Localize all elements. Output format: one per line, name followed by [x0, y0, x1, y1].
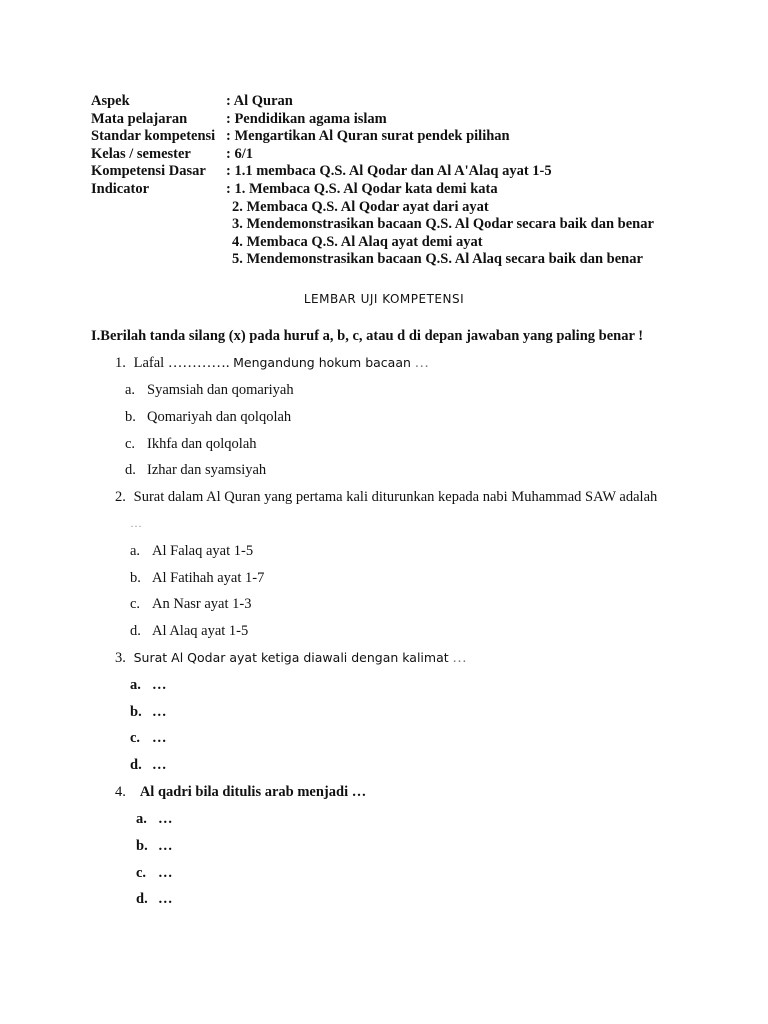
option-letter: b. [130, 570, 141, 586]
option-letter: b. [136, 838, 148, 854]
option-letter: c. [136, 865, 147, 881]
option-b[interactable] [136, 838, 173, 855]
option-c[interactable] [125, 436, 257, 453]
option-letter: c. [125, 436, 136, 452]
header-label: Kompetensi Dasar [91, 163, 206, 180]
page-title: LEMBAR UJI KOMPETENSI [303, 292, 465, 306]
indicator-text: 4. Membaca Q.S. Al Alaq ayat demi ayat [232, 233, 483, 250]
option-text: … [152, 730, 167, 746]
question-number: 3. [115, 650, 126, 666]
header-value: : Al Quran [226, 93, 293, 109]
option-letter: b. [125, 409, 136, 425]
header-label: Aspek [91, 93, 130, 109]
option-text: Izhar dan syamsiyah [147, 462, 267, 478]
question-2 [115, 489, 657, 506]
option-letter: a. [130, 677, 141, 693]
header-row-kelas-semester [91, 146, 654, 164]
option-text: Ikhfa dan qolqolah [147, 436, 257, 452]
question-text: Lafal …………. [133, 355, 230, 371]
header-value: : 1.1 membaca Q.S. Al Qodar dan Al A'Alaq ayat 1-5 [226, 163, 552, 180]
option-d[interactable] [130, 623, 248, 640]
option-a[interactable] [130, 543, 253, 560]
option-a[interactable] [125, 382, 294, 399]
question-text: Mengandung hokum bacaan [233, 355, 411, 370]
option-text: … [158, 891, 173, 907]
question-1 [115, 355, 429, 372]
option-text: … [152, 757, 167, 773]
header-row-aspek [91, 93, 654, 111]
header-row-indicator [91, 181, 654, 199]
option-letter: b. [130, 704, 142, 720]
question-number: 4. [115, 784, 126, 800]
question-3 [115, 650, 467, 667]
question-text: Surat dalam Al Quran yang pertama kali diturunkan kepada nabi Muhammad SAW adalah [133, 489, 658, 505]
question-number: 2. [115, 489, 126, 505]
option-c[interactable] [130, 730, 167, 747]
option-b[interactable] [125, 409, 291, 426]
option-letter: d. [130, 623, 141, 639]
option-letter: a. [136, 811, 147, 827]
indicator-text: 3. Mendemonstrasikan bacaan Q.S. Al Qodar secara baik dan benar [232, 216, 654, 233]
indicator-text: 2. Membaca Q.S. Al Qodar ayat dari ayat [232, 198, 489, 215]
option-a[interactable] [130, 677, 167, 694]
header-label: Standar kompetensi [91, 128, 216, 145]
option-d[interactable] [136, 891, 173, 908]
option-letter: d. [130, 757, 142, 773]
indicator-item [91, 216, 654, 234]
question-ellipsis: … [452, 650, 467, 666]
header-value: : 6/1 [226, 145, 253, 162]
question-text: Surat Al Qodar ayat ketiga diawali dengan kalimat [133, 650, 449, 665]
option-letter: a. [130, 543, 141, 559]
option-text: Al Falaq ayat 1-5 [152, 543, 254, 559]
option-text: … [152, 677, 167, 693]
indicator-item [91, 234, 654, 252]
option-letter: c. [130, 730, 141, 746]
question-4 [115, 784, 366, 801]
question-number: 1. [115, 355, 126, 371]
option-text: … [158, 865, 173, 881]
option-c[interactable] [130, 596, 251, 613]
header-row-kompetensi-dasar [91, 163, 654, 181]
instruction: I.Berilah tanda silang (x) pada huruf a, b, c, atau d di depan jawaban yang paling benar ! [91, 328, 644, 344]
header-block [91, 93, 654, 269]
question-ellipsis: … [414, 355, 430, 371]
header-label: Indicator [91, 180, 149, 197]
option-text: Syamsiah dan qomariyah [147, 382, 294, 398]
header-row-mata-pelajaran [91, 111, 654, 129]
indicator-text: 5. Mendemonstrasikan bacaan Q.S. Al Alaq secara baik dan benar [232, 251, 643, 268]
question-text: Al qadri bila ditulis arab menjadi … [139, 784, 367, 800]
option-d[interactable] [130, 757, 167, 774]
option-a[interactable] [136, 811, 173, 828]
header-value: : Mengartikan Al Quran surat pendek pilihan [226, 128, 510, 145]
option-c[interactable] [136, 865, 173, 882]
header-row-standar-kompetensi [91, 128, 654, 146]
header-label: Kelas / semester [91, 145, 191, 162]
option-b[interactable] [130, 704, 167, 721]
option-text: … [158, 838, 173, 854]
option-letter: d. [125, 462, 136, 478]
indicator-item [91, 199, 654, 217]
option-letter: d. [136, 891, 148, 907]
option-text: Al Alaq ayat 1-5 [152, 623, 249, 639]
question-continuation: … [130, 516, 142, 530]
option-letter: a. [125, 382, 136, 398]
indicator-item [91, 251, 654, 269]
option-letter: c. [130, 596, 141, 612]
header-label: Mata pelajaran [91, 110, 188, 127]
option-text: Al Fatihah ayat 1-7 [152, 570, 265, 586]
option-d[interactable] [125, 462, 266, 479]
option-text: Qomariyah dan qolqolah [147, 409, 292, 425]
header-value: : Pendidikan agama islam [226, 110, 387, 127]
option-text: … [152, 704, 167, 720]
option-text: … [158, 811, 173, 827]
header-value: : 1. Membaca Q.S. Al Qodar kata demi kata [226, 180, 498, 197]
option-text: An Nasr ayat 1-3 [152, 596, 252, 612]
option-b[interactable] [130, 570, 264, 587]
